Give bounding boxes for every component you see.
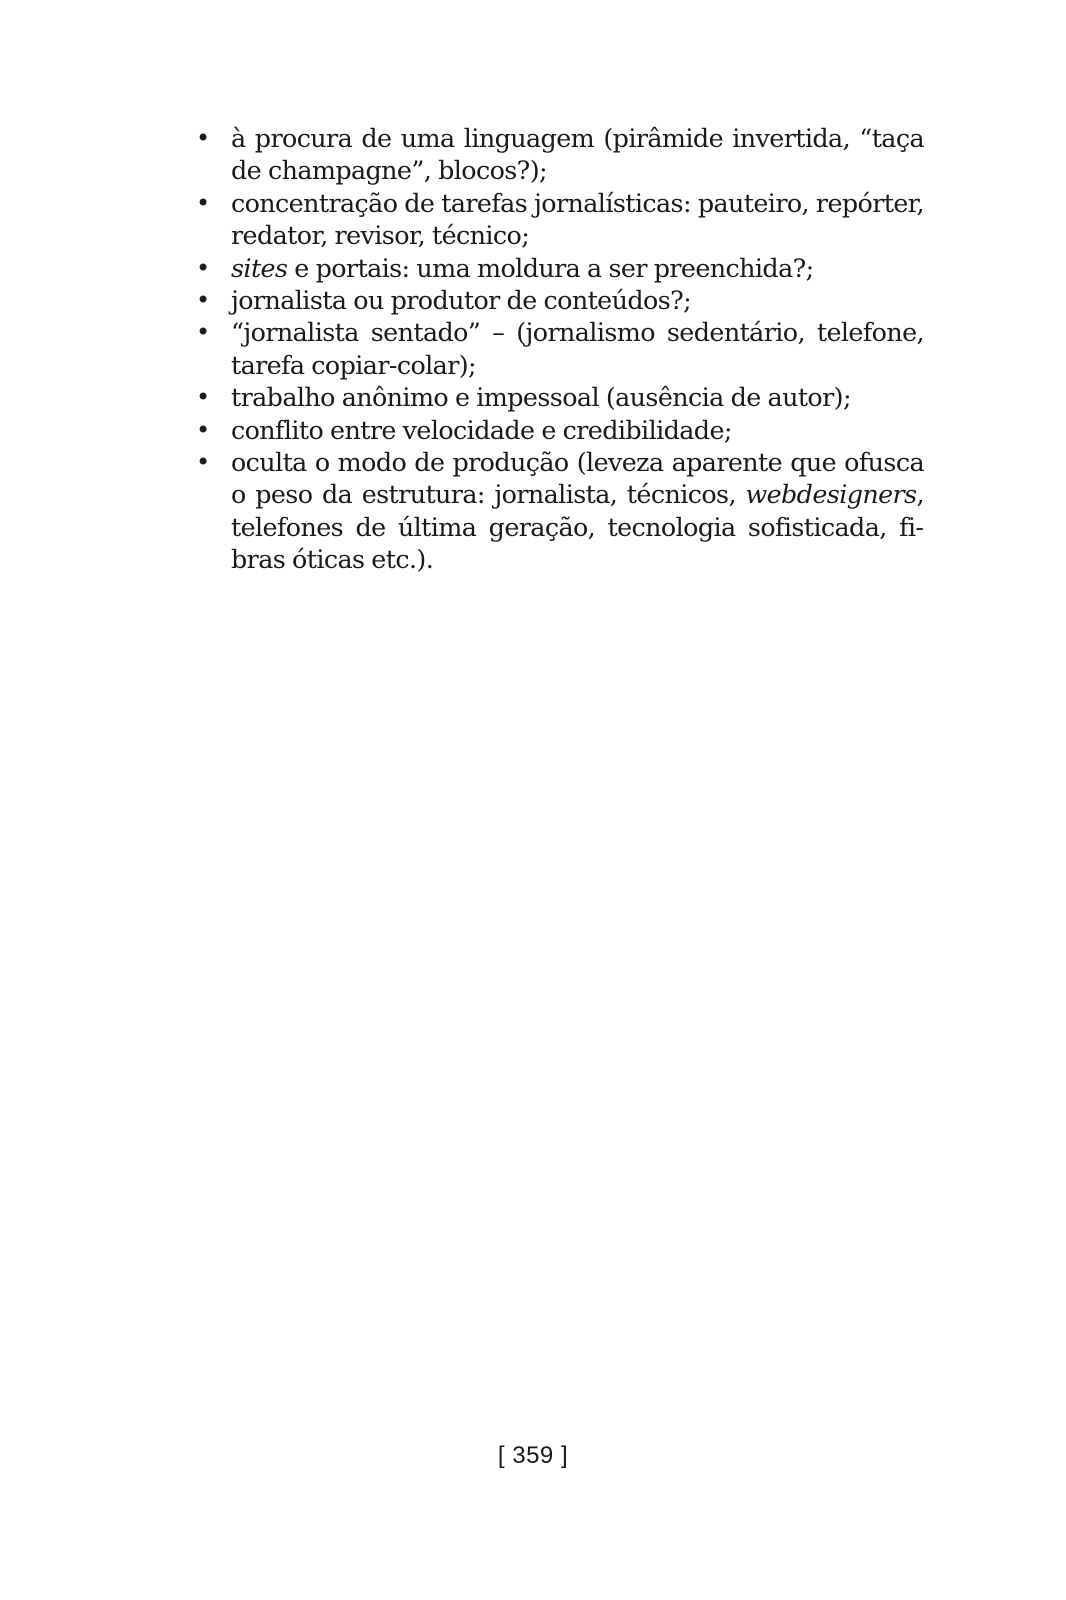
bullet-icon: • <box>196 383 210 412</box>
bullet-icon: • <box>196 124 210 152</box>
bullet-icon: • <box>196 286 210 315</box>
list-item <box>196 316 924 381</box>
list-item-text: oculta o modo de produção (leveza aparente que ofusca o peso da estrutura: jornalista, técnicos, <box>231 447 924 510</box>
list-item-emphasis: sites <box>231 252 288 283</box>
list-item <box>196 446 924 576</box>
bullet-icon: • <box>196 448 210 477</box>
bullet-icon: • <box>196 318 210 347</box>
list-item <box>196 381 924 413</box>
bullet-icon: • <box>196 415 210 444</box>
list-item-emphasis: webdesigners <box>745 479 917 510</box>
list-item-text: trabalho anônimo e impessoal (ausência de autor); <box>231 382 851 413</box>
list-item <box>196 252 924 284</box>
bullet-icon: • <box>196 188 210 217</box>
list-item <box>196 414 924 446</box>
list-item <box>196 284 924 316</box>
list-item-text: conflito entre velocidade e credibilidade; <box>231 414 732 445</box>
list-item-text: , telefones de última geração, tecnologia sofisticada, fibras óticas etc.). <box>231 479 924 575</box>
list-item-text: concentração de tarefas jornalísticas: pauteiro, repórter, redator, revisor, técnico; <box>231 187 924 251</box>
list-item-text: jornalista ou produtor de conteúdos?; <box>231 285 692 316</box>
list-item-text: e portais: uma moldura a ser preenchida?; <box>287 252 814 283</box>
list-item-text: à procura de uma linguagem (pirâmide invertida, “taça de champagne”, blocos?); <box>231 123 924 186</box>
list-item <box>196 122 924 187</box>
bullet-icon: • <box>196 253 210 282</box>
bullet-list <box>196 122 924 576</box>
list-item <box>196 187 924 252</box>
page-number: [ 359 ] <box>497 1442 569 1469</box>
list-item-text: “jornalista sentado” – (jornalismo sedentário, telefone, tarefa copiar-colar); <box>231 317 924 380</box>
